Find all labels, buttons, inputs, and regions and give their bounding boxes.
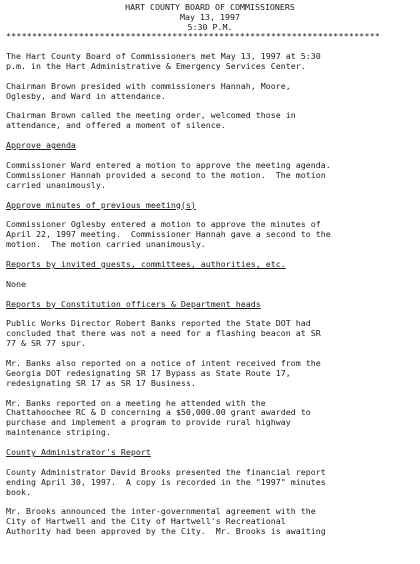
financial-report-paragraph: County Administrator David Brooks presented the financial report ending April 30, 1997. A copy is recorded in the "1997" minutes book. (6, 466, 326, 497)
intergovernmental-agreement-paragraph: Mr. Brooks announced the inter-governmental agreement with the City of Hartwell and the City of Hartwell's Recreational Authority had been approved by the City. Mr. Brooks is awaiting (6, 506, 326, 537)
dot-beacon-paragraph: Public Works Director Robert Banks reported the State DOT had concluded that there was not a need for a flashing beacon at SR 77 & SR 77 spur. (6, 318, 321, 349)
call-to-order-paragraph: Chairman Brown called the meeting order, welcomed those in attendance, and offered a moment of silence. (6, 110, 296, 131)
meeting-date: May 13, 1997 (180, 11, 240, 22)
document-title: HART COUNTY BOARD OF COMMISSIONERS (125, 2, 295, 12)
invited-guests-paragraph: None (6, 278, 26, 289)
document-header (0, 3, 420, 33)
meeting-time: 5:30 P.M. (187, 21, 233, 32)
section-heading-approve-agenda: Approve agenda (6, 140, 76, 151)
section-heading-department-reports: Reports by Constitution officers & Department heads (6, 298, 261, 309)
minutes-body (6, 52, 416, 547)
agenda-motion-paragraph: Commissioner Ward entered a motion to approve the meeting agenda. Commissioner Hannah provided a second to the motion. The motion carried unanimously. (6, 159, 331, 190)
minutes-motion-paragraph: Commissioner Oglesby entered a motion to approve the minutes of April 22, 1997 meeting. Commissioner Hannah gave a second to the motion. The motion carried unanimously. (6, 219, 331, 250)
attendance-paragraph: Chairman Brown presided with commissioners Hannah, Moore, Oglesby, and Ward in attendance. (6, 80, 291, 101)
section-heading-approve-minutes: Approve minutes of previous meeting(s) (6, 199, 196, 210)
section-heading-invited-guests: Reports by invited guests, committees, authorities, etc. (6, 258, 286, 269)
dot-redesignation-paragraph: Mr. Banks also reported on a notice of intent received from the Georgia DOT redesignating SR 17 Bypass as State Route 17, redesignating SR 17 as SR 17 Business. (6, 357, 321, 388)
asterisk-divider: ************************************************************************ (6, 32, 381, 41)
opening-paragraph: The Hart County Board of Commissioners met May 13, 1997 at 5:30 p.m. in the Hart Administrative & Emergency Services Center. (6, 51, 321, 71)
striping-grant-paragraph: Mr. Banks reported on a meeting he attended with the Chattahoochee RC & D concerning a $50,000.00 grant awarded to purchase and implement a program to provide rural highway maintenance striping. (6, 397, 311, 438)
section-heading-administrator-report: County Administrator's Report (6, 447, 151, 458)
